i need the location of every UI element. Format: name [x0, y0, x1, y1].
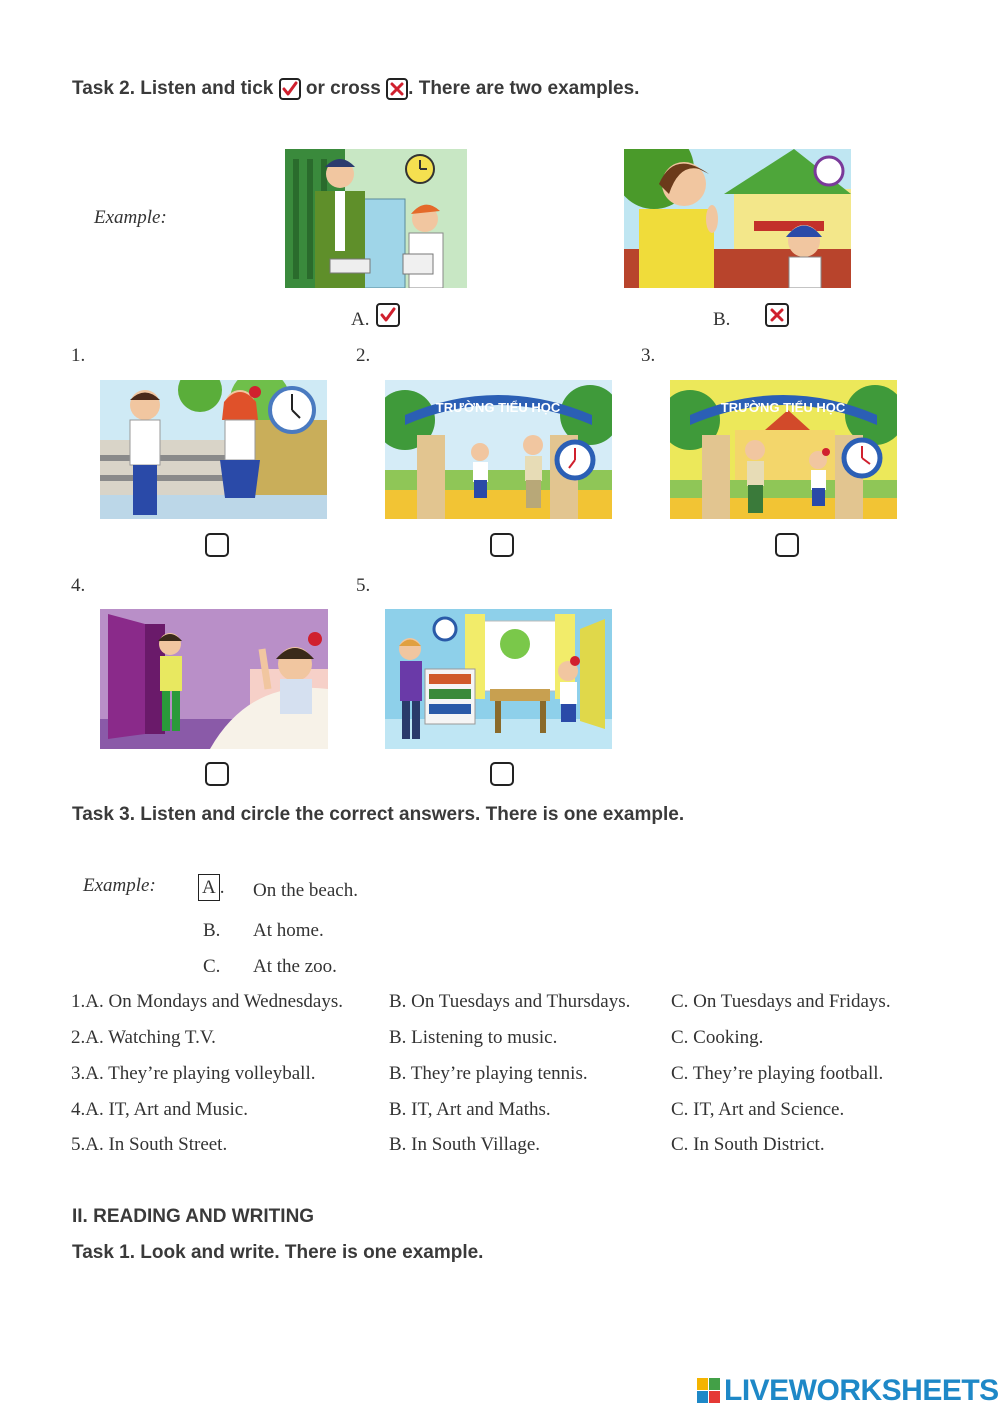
- q4-option-a[interactable]: 4.A. IT, Art and Music.: [71, 1099, 248, 1120]
- item-2-banner-text: TRƯỜNG TIỂU HỌC: [435, 400, 561, 415]
- q2-option-a[interactable]: 2.A. Watching T.V.: [71, 1027, 216, 1048]
- item-2-answer-box[interactable]: [490, 533, 514, 557]
- q3-option-b[interactable]: B. They’re playing tennis.: [389, 1063, 588, 1084]
- task3-example-option-c-letter: C.: [203, 956, 221, 977]
- item-3-answer-box[interactable]: [775, 533, 799, 557]
- q3-option-c[interactable]: C. They’re playing football.: [671, 1063, 884, 1084]
- task3-example-answer-box: A: [198, 874, 220, 901]
- item-3-picture: [670, 380, 897, 519]
- task3-example-option-a: A .: [198, 877, 224, 899]
- liveworksheets-logo-icon: [697, 1378, 721, 1404]
- q5-option-a[interactable]: 5.A. In South Street.: [71, 1134, 228, 1155]
- task2-title: [72, 78, 639, 100]
- task2-example-label: Example:: [94, 207, 167, 228]
- q5-option-b[interactable]: B. In South Village.: [389, 1134, 541, 1155]
- tick-mark-icon: [279, 78, 301, 100]
- reading-task1-title: Task 1. Look and write. There is one example.: [72, 1242, 484, 1263]
- item-4-picture: [100, 609, 328, 749]
- task2-title-part2: or cross: [305, 78, 381, 100]
- example-a-label: A.: [351, 309, 370, 330]
- task3-example-option-b-letter: B.: [203, 920, 221, 941]
- item-1-answer-box[interactable]: [205, 533, 229, 557]
- example-b-label: B.: [713, 309, 731, 330]
- q4-option-c[interactable]: C. IT, Art and Science.: [671, 1099, 845, 1120]
- task3-example-option-a-text: On the beach.: [253, 880, 358, 901]
- cross-mark-icon: [386, 78, 408, 100]
- example-b-cross-icon: [765, 303, 789, 327]
- q1-option-b[interactable]: B. On Tuesdays and Thursdays.: [389, 991, 631, 1012]
- example-a-tick-icon: [376, 303, 400, 327]
- item-2-picture: [385, 380, 612, 519]
- q3-option-a[interactable]: 3.A. They’re playing volleyball.: [71, 1063, 316, 1084]
- q4-option-b[interactable]: B. IT, Art and Maths.: [389, 1099, 551, 1120]
- liveworksheets-logo-text[interactable]: LIVEWORKSHEETS: [724, 1374, 999, 1407]
- item-3-number: 3.: [641, 345, 656, 366]
- task3-example-label: Example:: [83, 875, 156, 896]
- example-a-picture: [285, 149, 467, 288]
- task3-title: Task 3. Listen and circle the correct answers. There is one example.: [72, 804, 685, 825]
- task2-title-part3: . There are two examples.: [408, 78, 640, 100]
- item-5-picture: [385, 609, 612, 749]
- q2-option-c[interactable]: C. Cooking.: [671, 1027, 764, 1048]
- q5-option-c[interactable]: C. In South District.: [671, 1134, 825, 1155]
- item-5-number: 5.: [356, 575, 371, 596]
- q1-option-c[interactable]: C. On Tuesdays and Fridays.: [671, 991, 891, 1012]
- item-1-picture: [100, 380, 327, 519]
- task3-example-option-c-text: At the zoo.: [253, 956, 337, 977]
- task3-example-option-b-text: At home.: [253, 920, 324, 941]
- item-1-number: 1.: [71, 345, 86, 366]
- q1-option-a[interactable]: 1.A. On Mondays and Wednesdays.: [71, 991, 344, 1012]
- q2-option-b[interactable]: B. Listening to music.: [389, 1027, 558, 1048]
- section2-title: II. READING AND WRITING: [72, 1206, 315, 1227]
- item-2-number: 2.: [356, 345, 371, 366]
- item-4-number: 4.: [71, 575, 86, 596]
- item-5-answer-box[interactable]: [490, 762, 514, 786]
- task2-title-part1: Task 2. Listen and tick: [72, 78, 274, 100]
- example-b-picture: [624, 149, 851, 288]
- item-4-answer-box[interactable]: [205, 762, 229, 786]
- item-3-banner-text: TRƯỜNG TIỂU HỌC: [720, 400, 846, 415]
